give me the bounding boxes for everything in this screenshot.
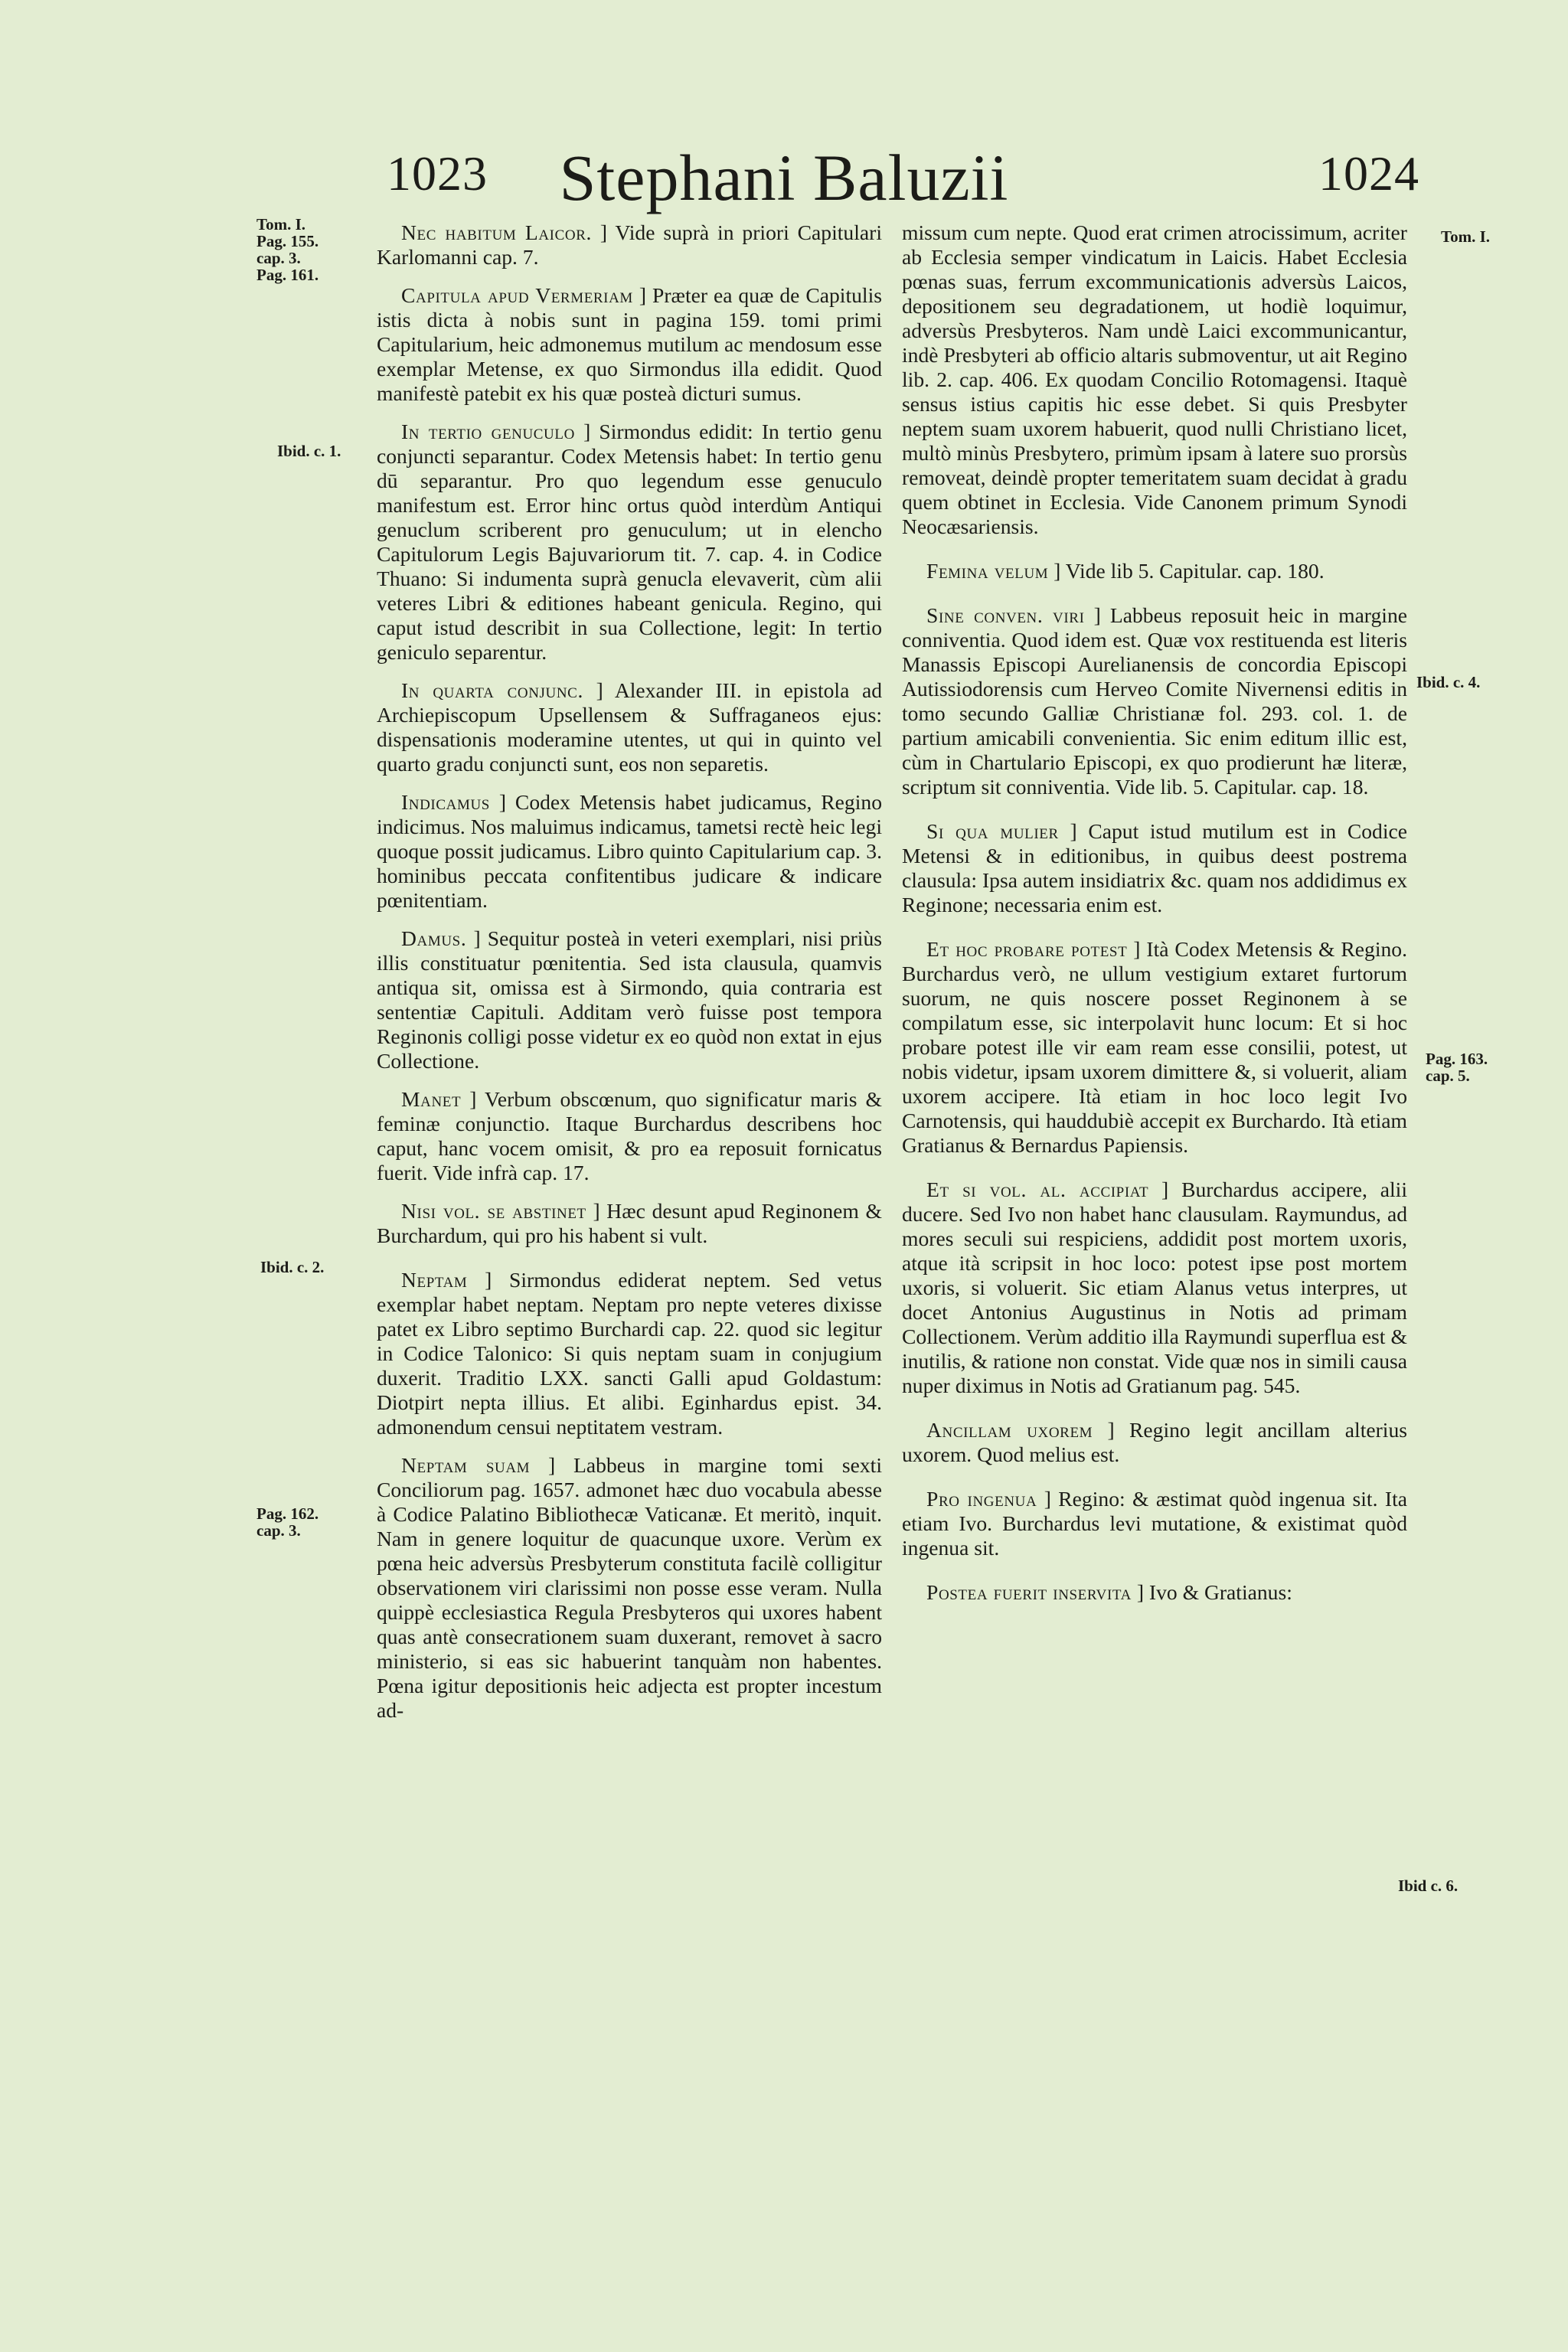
running-title: Stephani Baluzii: [559, 141, 1009, 214]
note-entry: [902, 819, 1407, 917]
note-entry: [377, 1268, 882, 1439]
entry-text: ] Sequitur posteà in veteri exemplari, nisi priùs illis constituatur pœnitentia. Sed ista clausula, quamvis antiqua sit, omissa est à Sirmondo, quia contraria est sententiæ Capituli. Additam verò fuisse post tempora Reginonis colligi posse videtur ex eo quòd non extat in ejus Collectione.: [377, 926, 883, 1073]
entry-text: ] Labbeus reposuit heic in margine conniventia. Quod idem est. Quæ vox restituenda est literis Manassis Episcopi Aurelianensis de concordia Episcopi Autissiodorensis cum Herveo Comite Nivernensi editis in tomo secundo Galliæ Christianæ fol. 293. col. 1. de partium amicabili convenientia. Sic enim editum illic est, cùm in Chartulario Episcopi, ex quo prodierunt hæ literæ, scriptum sit conniventia. Vide lib. 5. Capitular. cap. 18.: [902, 603, 1408, 799]
entry-lemma: In tertio genuculo: [401, 420, 575, 443]
entry-lemma: Nisi vol. se abstinet: [401, 1199, 586, 1223]
margin-note-right-4: Ibid c. 6.: [1398, 1877, 1459, 1895]
note-entry: [377, 420, 882, 665]
entry-text: ] Ivo & Gratianus:: [1136, 1580, 1292, 1604]
entry-text: ] Caput istud mutilum est in Codice Metensi & in editionibus, in quibus deest postrema clausula: Ipsa autem insidiatrix &c. quam nos addidimus ex Reginone; necessaria enim est.: [902, 819, 1408, 916]
entry-text: ] Vide suprà in priori Capitulari Karlomanni cap. 7.: [377, 220, 882, 269]
entry-lemma: Capitula apud Vermeriam: [401, 283, 633, 307]
margin-note-left-1: Tom. I. Pag. 155. cap. 3. Pag. 161.: [256, 215, 319, 284]
note-entry: [902, 1178, 1407, 1398]
right-page-number: 1024: [1318, 146, 1419, 201]
entry-lemma: Et hoc probare potest: [926, 937, 1128, 961]
entry-text: ] Labbeus in margine tomi sexti Conciliorum pag. 1657. admonet hæc duo vocabula abesse à Codice Palatino Bibliothecæ Vaticanæ. Et meritò, inquit. Nam in genere loquitur de quacunque uxore. Verùm ex pœna heic adversùs Presbyterum constituta facilè colligitur observationem viri clarissimi non posse esse veram. Nulla quippè ecclesiastica Regula Presbyteros qui uxores habent quas antè consecrationem suam duxerant, removet à sacro ministerio, si eas sic habuerint tanquàm non habentes. Pœna igitur depositionis heic adjecta est propter incestum ad-: [377, 1453, 882, 1722]
note-entry: [902, 1580, 1407, 1605]
margin-note-left-2: Ibid. c. 1.: [277, 442, 341, 460]
entry-text: ] Burchardus accipere, alii ducere. Sed Ivo non habet hanc clausulam. Raymundus, ad mores seculi sui respiciens, addidit post mortem uxoris, atque ità scripsit in hoc loco: potest ipse post mortem uxoris, si voluerit. Sic etiam Alanus vetus interpres, ut docet Antonius Augustinus in Notis ad primam Collectionem. Verùm additio illa Raymundi superflua est & inutilis, & ratione non constat. Vide quæ nos in simili causa nuper diximus in Notis ad Gratianum pag. 545.: [902, 1178, 1407, 1397]
entry-lemma: In quarta conjunc.: [401, 678, 583, 702]
page-header: [0, 0, 1568, 222]
entry-lemma: Neptam suam: [401, 1453, 531, 1477]
note-entry: [377, 926, 882, 1073]
entry-lemma: Manet: [401, 1087, 462, 1111]
entry-lemma: Postea fuerit inservita: [926, 1580, 1132, 1604]
note-entry: [902, 559, 1407, 583]
entry-lemma: Neptam: [401, 1268, 468, 1292]
entry-text: ] Regino: & æstimat quòd ingenua sit. Ita etiam Ivo. Burchardus levi mutatione, & existimat quòd ingenua sit.: [902, 1487, 1407, 1560]
entry-lemma: Sine conven. viri: [926, 603, 1085, 627]
entry-text: ] Codex Metensis habet judicamus, Regino indicimus. Nos maluimus indicamus, tametsi rectè heic legi quoque possit judicamus. Libro quinto Capitularium cap. 3. hominibus peccata confitentibus judicare & indicare pœnitentiam.: [377, 790, 882, 912]
margin-note-left-4: Pag. 162. cap. 3.: [256, 1504, 319, 1540]
entry-lemma: Nec habitum Laicor.: [401, 220, 592, 244]
left-page-number: 1023: [387, 146, 488, 201]
entry-text: ] Sirmondus ediderat neptem. Sed vetus exemplar habet neptam. Neptam pro nepte veteres dixisse patet ex Libro septimo Burchardi cap. 22. quod sic legitur in Codice Talonico: Si quis neptam suam in conjugium duxerit. Traditio LXX. sancti Galli apud Goldastum: Diotpirt nepta illius. Et alibi. Eginhardus epist. 34. admonendum censui neptitatem vestram.: [377, 1268, 882, 1439]
note-entry: [377, 220, 882, 270]
margin-note-right-3: Pag. 163. cap. 5.: [1426, 1050, 1488, 1085]
entry-lemma: Femina velum: [926, 559, 1049, 583]
note-entry: [377, 283, 882, 406]
entry-text: ] Verbum obscœnum, quo significatur maris & feminæ conjunctio. Itaque Burchardus describens hoc caput, hanc vocem omisit, & pro ea reposuit fornicatus fuerit. Vide infrà cap. 17.: [377, 1087, 883, 1184]
note-entry: [902, 603, 1407, 799]
note-entry: [377, 1453, 882, 1723]
right-text-column: [902, 220, 1407, 1619]
note-entry: [902, 937, 1407, 1158]
entry-lemma: Pro ingenua: [926, 1487, 1037, 1511]
entry-lemma: Ancillam uxorem: [926, 1418, 1093, 1442]
note-entry: [377, 678, 882, 776]
entry-text: ] Hæc desunt apud Reginonem & Burchardum, qui pro his habent si vult.: [377, 1199, 882, 1247]
note-entry: [377, 1087, 882, 1185]
note-entry: [902, 1418, 1407, 1467]
entry-lemma: Si qua mulier: [926, 819, 1059, 843]
entry-lemma: Damus.: [401, 926, 467, 950]
margin-note-right-2: Ibid. c. 4.: [1416, 673, 1481, 691]
note-entry-continued: [902, 220, 1407, 539]
entry-text: ] Præter ea quæ de Capitulis istis dicta à nobis sunt in pagina 159. tomi primi Capitularium, heic admonemus mutilum ac mendosum esse exemplar Metense, ex quo Sirmondus illa edidit. Quod manifestè patebit ex his quæ posteà dicturi sumus.: [377, 283, 883, 405]
entry-text: ] Vide lib 5. Capitular. cap. 180.: [1054, 559, 1325, 583]
entry-text: ] Sirmondus edidit: In tertio genu conjuncti separantur. Codex Metensis habet: In tertio genu dū separantur. Pro quo legendum esse genuculo manifestum est. Error hinc ortus quòd interdùm Antiqui genuclum scriberent pro genuculum; ut in elencho Capitulorum Legis Bajuvariorum tit. 7. cap. 4. in Codice Thuano: Si indumenta suprà genucla elevaverit, cùm alii veteres Libri & editiones habeant genicula. Regino, qui caput istud describit in sua Collectione, legit: In tertio geniculo separentur.: [377, 420, 882, 664]
entry-lemma: Et si vol. al. accipiat: [926, 1178, 1149, 1201]
margin-note-right-1: Tom. I.: [1441, 227, 1490, 246]
entry-text: ] Alexander III. in epistola ad Archiepiscopum Upsellensem & Suffraganeos ejus: dispensationis moderamine utentes, ut qui in quinto vel quarto gradu conjuncti sunt, eos non separetis.: [377, 678, 882, 776]
left-text-column: [377, 220, 882, 1736]
margin-note-left-3: Ibid. c. 2.: [260, 1258, 325, 1276]
note-entry: [377, 790, 882, 913]
entry-text: ] Ità Codex Metensis & Regino. Burchardus verò, ne ullum vestigium extaret furtorum suorum, ne quis noscere posset Reginonem à se compilatum esse, sic interpolavit hunc locum: Et si hoc probare potest ille vir eam ream esse consilii, potest, ut nobis videtur, ipsam uxorem dimittere &, si voluerit, aliam uxorem accipere. Ità etiam in hoc loco legit Ivo Carnotensis, qui hauddubiè accepit ex Burchardo. Ità etiam Gratianus & Bernardus Papiensis.: [902, 937, 1407, 1157]
entry-lemma: Indicamus: [401, 790, 490, 814]
note-entry: [902, 1487, 1407, 1560]
entry-text: ] Regino legit ancillam alterius uxorem. Quod melius est.: [902, 1418, 1407, 1466]
entry-text: missum cum nepte. Quod erat crimen atrocissimum, acriter ab Ecclesia semper vindicatum in Laicis. Habet Ecclesia pœnas suas, ferrum excommunicationis adversùs Laicos, depositionem seu degradationem, ut hodiè loquimur, adversùs Presbyteros. Nam undè Laici excommunicantur, indè Presbyteri ab officio altaris submoventur, ut ait Regino lib. 2. cap. 406. Ex quodam Concilio Rotomagensi. Itaquè sensus istius capitis hic esse debet. Si quis Presbyter neptem suam uxorem habuerit, quod nulli Christiano licet, multò minùs Presbytero, primùm ipsam à latere suo prorsùs removeat, deindè propter temeritatem suam decidat à gradu quem obtinet in Ecclesia. Vide Canonem primum Synodi Neocæsariensis.: [902, 220, 1407, 538]
note-entry: [377, 1199, 882, 1248]
